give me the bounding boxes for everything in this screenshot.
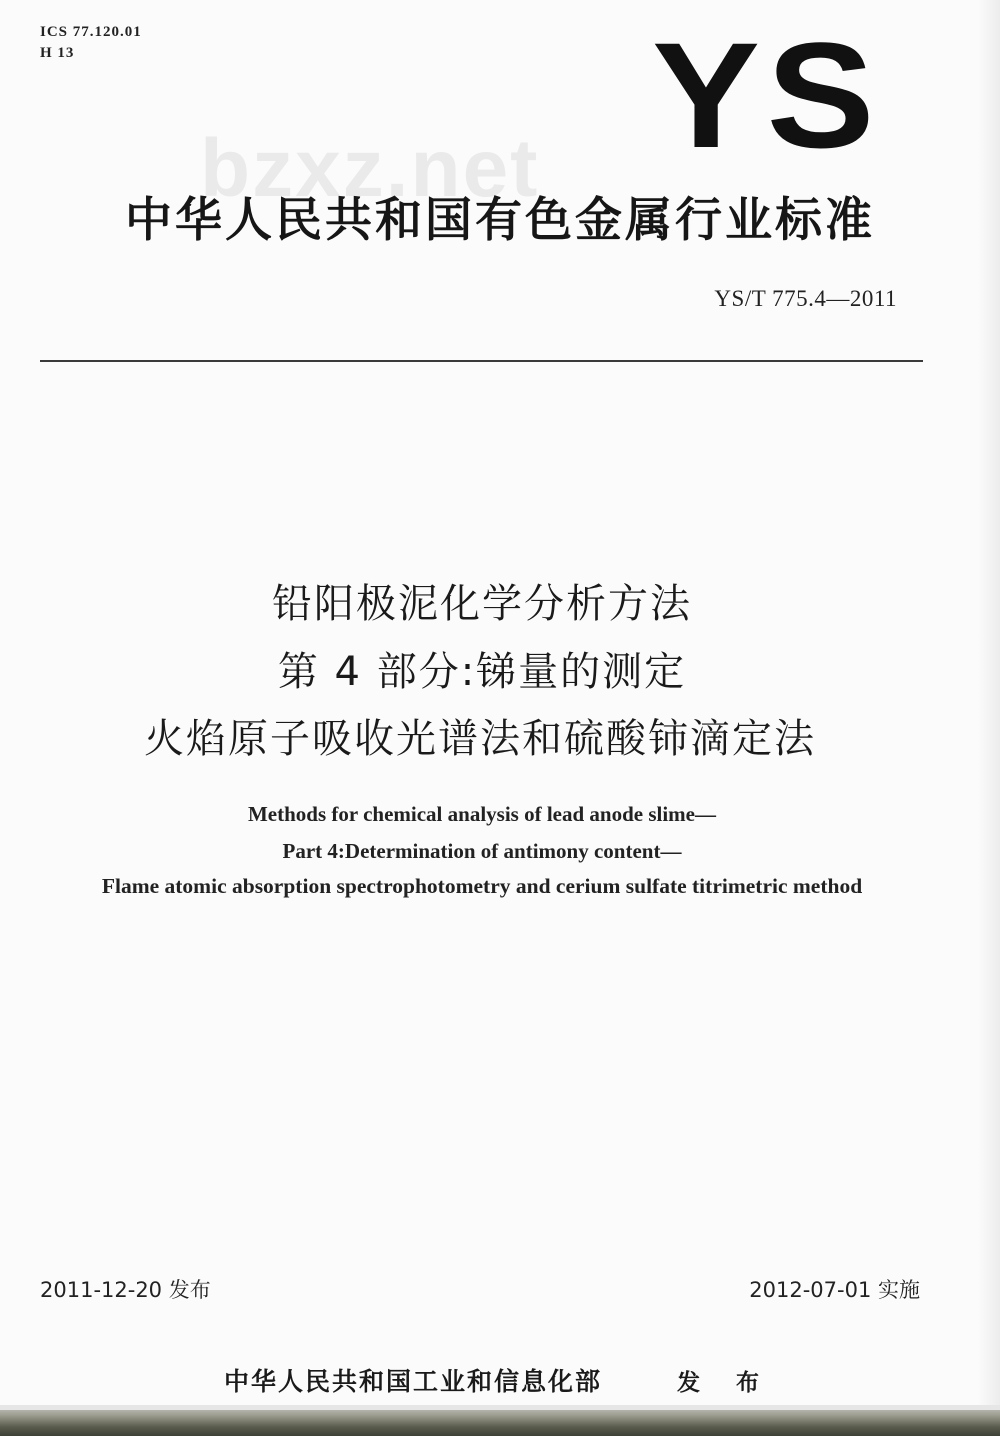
title-en-line2: Part 4:Determination of antimony content— bbox=[282, 839, 682, 863]
title-cn-line2: 第 4 部分:锑量的测定 bbox=[277, 649, 687, 695]
publish-label: 发 布 bbox=[677, 1370, 774, 1396]
title-en-line3: Flame atomic absorption spectrophotometry and cerium sulfate titrimetric method bbox=[101, 874, 863, 898]
publisher: 中华人民共和国工业和信息化部 bbox=[224, 1367, 603, 1396]
page-edge-shadow bbox=[978, 0, 1000, 1405]
standard-body-title: 中华人民共和国有色金属行业标准 bbox=[125, 193, 875, 248]
title-cn-line3: 火焰原子吸收光谱法和硫酸铈滴定法 bbox=[144, 716, 816, 762]
watermark: bzxz.net bbox=[200, 123, 540, 214]
implementation-date: 2012-07-01 实施 bbox=[749, 1278, 920, 1302]
ics-code: ICS 77.120.01 bbox=[40, 24, 142, 40]
title-cn-line1: 铅阳极泥化学分析方法 bbox=[272, 581, 692, 627]
issue-date: 2011-12-20 发布 bbox=[40, 1278, 211, 1302]
background-photo-strip bbox=[0, 1405, 1000, 1436]
header-divider bbox=[40, 360, 923, 362]
title-en-line1: Methods for chemical analysis of lead anode slime— bbox=[247, 802, 716, 826]
page-bottom-edge bbox=[0, 1405, 1000, 1410]
standard-number: YS/T 775.4—2011 bbox=[714, 286, 897, 311]
classification-codes bbox=[40, 22, 142, 64]
category-code: H 13 bbox=[40, 45, 75, 61]
ys-logo: YS bbox=[652, 11, 882, 179]
